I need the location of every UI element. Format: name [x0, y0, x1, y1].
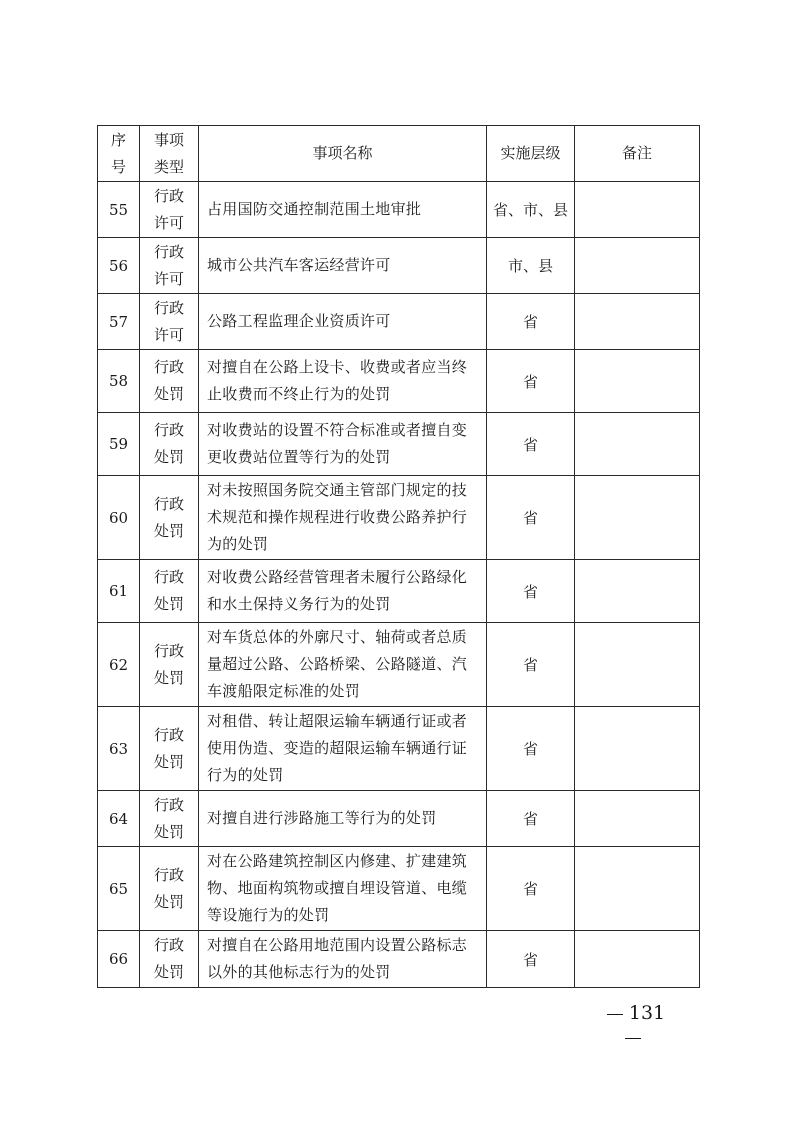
- table-row: [98, 707, 700, 791]
- row-matter-type: 行政 处罚: [140, 476, 199, 560]
- row-matter-name: 公路工程监理企业资质许可: [199, 294, 487, 350]
- row-remarks: [575, 350, 700, 413]
- row-implementation-level: 省: [487, 350, 575, 413]
- table-row: [98, 182, 700, 238]
- row-implementation-level: 省: [487, 847, 575, 931]
- row-remarks: [575, 623, 700, 707]
- row-remarks: [575, 238, 700, 294]
- row-matter-name: 对租借、转让超限运输车辆通行证或者使用伪造、变造的超限运输车辆通行证行为的处罚: [199, 707, 487, 791]
- row-implementation-level: 省: [487, 413, 575, 476]
- dash-left: [607, 1014, 623, 1015]
- row-matter-name: 对收费站的设置不符合标准或者擅自变更收费站位置等行为的处罚: [199, 413, 487, 476]
- row-matter-name: 对擅自在公路上设卡、收费或者应当终止收费而不终止行为的处罚: [199, 350, 487, 413]
- row-remarks: [575, 294, 700, 350]
- row-matter-name: 对车货总体的外廓尺寸、轴荷或者总质量超过公路、公路桥梁、公路隧道、汽车渡船限定标准的处罚: [199, 623, 487, 707]
- row-implementation-level: 省: [487, 791, 575, 847]
- row-matter-type: 行政 处罚: [140, 350, 199, 413]
- row-matter-name: 占用国防交通控制范围土地审批: [199, 182, 487, 238]
- row-serial-number: 58: [98, 350, 140, 413]
- dash-right: [625, 1038, 641, 1039]
- row-remarks: [575, 791, 700, 847]
- row-matter-name: 对未按照国务院交通主管部门规定的技术规范和操作规程进行收费公路养护行为的处罚: [199, 476, 487, 560]
- row-remarks: [575, 707, 700, 791]
- table-row: [98, 791, 700, 847]
- row-implementation-level: 省: [487, 623, 575, 707]
- header-matter-name: 事项名称: [199, 126, 487, 182]
- row-remarks: [575, 182, 700, 238]
- row-serial-number: 62: [98, 623, 140, 707]
- row-matter-name: 对在公路建筑控制区内修建、扩建建筑物、地面构筑物或擅自埋设管道、电缆等设施行为的处罚: [199, 847, 487, 931]
- row-implementation-level: 省: [487, 931, 575, 988]
- row-implementation-level: 省: [487, 294, 575, 350]
- row-implementation-level: 省: [487, 707, 575, 791]
- row-serial-number: 57: [98, 294, 140, 350]
- row-remarks: [575, 931, 700, 988]
- table-row: [98, 931, 700, 988]
- row-serial-number: 59: [98, 413, 140, 476]
- table-row: [98, 476, 700, 560]
- row-serial-number: 63: [98, 707, 140, 791]
- row-serial-number: 56: [98, 238, 140, 294]
- row-remarks: [575, 476, 700, 560]
- row-remarks: [575, 847, 700, 931]
- table-row: [98, 350, 700, 413]
- table-row: [98, 238, 700, 294]
- table-row: [98, 413, 700, 476]
- row-serial-number: 60: [98, 476, 140, 560]
- row-remarks: [575, 413, 700, 476]
- header-implementation-level: 实施层级: [487, 126, 575, 182]
- row-implementation-level: 市、县: [487, 238, 575, 294]
- row-matter-name: 对擅自进行涉路施工等行为的处罚: [199, 791, 487, 847]
- row-matter-type: 行政 处罚: [140, 791, 199, 847]
- row-matter-name: 城市公共汽车客运经营许可: [199, 238, 487, 294]
- page-number-text: 131: [628, 1002, 666, 1024]
- row-matter-type: 行政 许可: [140, 238, 199, 294]
- row-matter-type: 行政 处罚: [140, 931, 199, 988]
- row-matter-name: 对收费公路经营管理者未履行公路绿化和水土保持义务行为的处罚: [199, 560, 487, 623]
- row-matter-type: 行政 处罚: [140, 707, 199, 791]
- row-matter-type: 行政 许可: [140, 182, 199, 238]
- table-row: [98, 623, 700, 707]
- table-row: [98, 847, 700, 931]
- row-implementation-level: 省: [487, 476, 575, 560]
- header-matter-type: 事项 类型: [140, 126, 199, 182]
- row-serial-number: 55: [98, 182, 140, 238]
- page-number: [588, 1001, 678, 1025]
- row-serial-number: 61: [98, 560, 140, 623]
- row-serial-number: 65: [98, 847, 140, 931]
- row-serial-number: 66: [98, 931, 140, 988]
- row-matter-name: 对擅自在公路用地范围内设置公路标志以外的其他标志行为的处罚: [199, 931, 487, 988]
- header-remarks: 备注: [575, 126, 700, 182]
- row-remarks: [575, 560, 700, 623]
- row-implementation-level: 省: [487, 560, 575, 623]
- row-matter-type: 行政 处罚: [140, 560, 199, 623]
- matters-table: [97, 125, 700, 988]
- header-serial-number: 序 号: [98, 126, 140, 182]
- table-header-row: [98, 126, 700, 182]
- row-matter-type: 行政 处罚: [140, 847, 199, 931]
- row-implementation-level: 省、市、县: [487, 182, 575, 238]
- row-serial-number: 64: [98, 791, 140, 847]
- table-row: [98, 294, 700, 350]
- row-matter-type: 行政 处罚: [140, 413, 199, 476]
- row-matter-type: 行政 处罚: [140, 623, 199, 707]
- table-row: [98, 560, 700, 623]
- row-matter-type: 行政 许可: [140, 294, 199, 350]
